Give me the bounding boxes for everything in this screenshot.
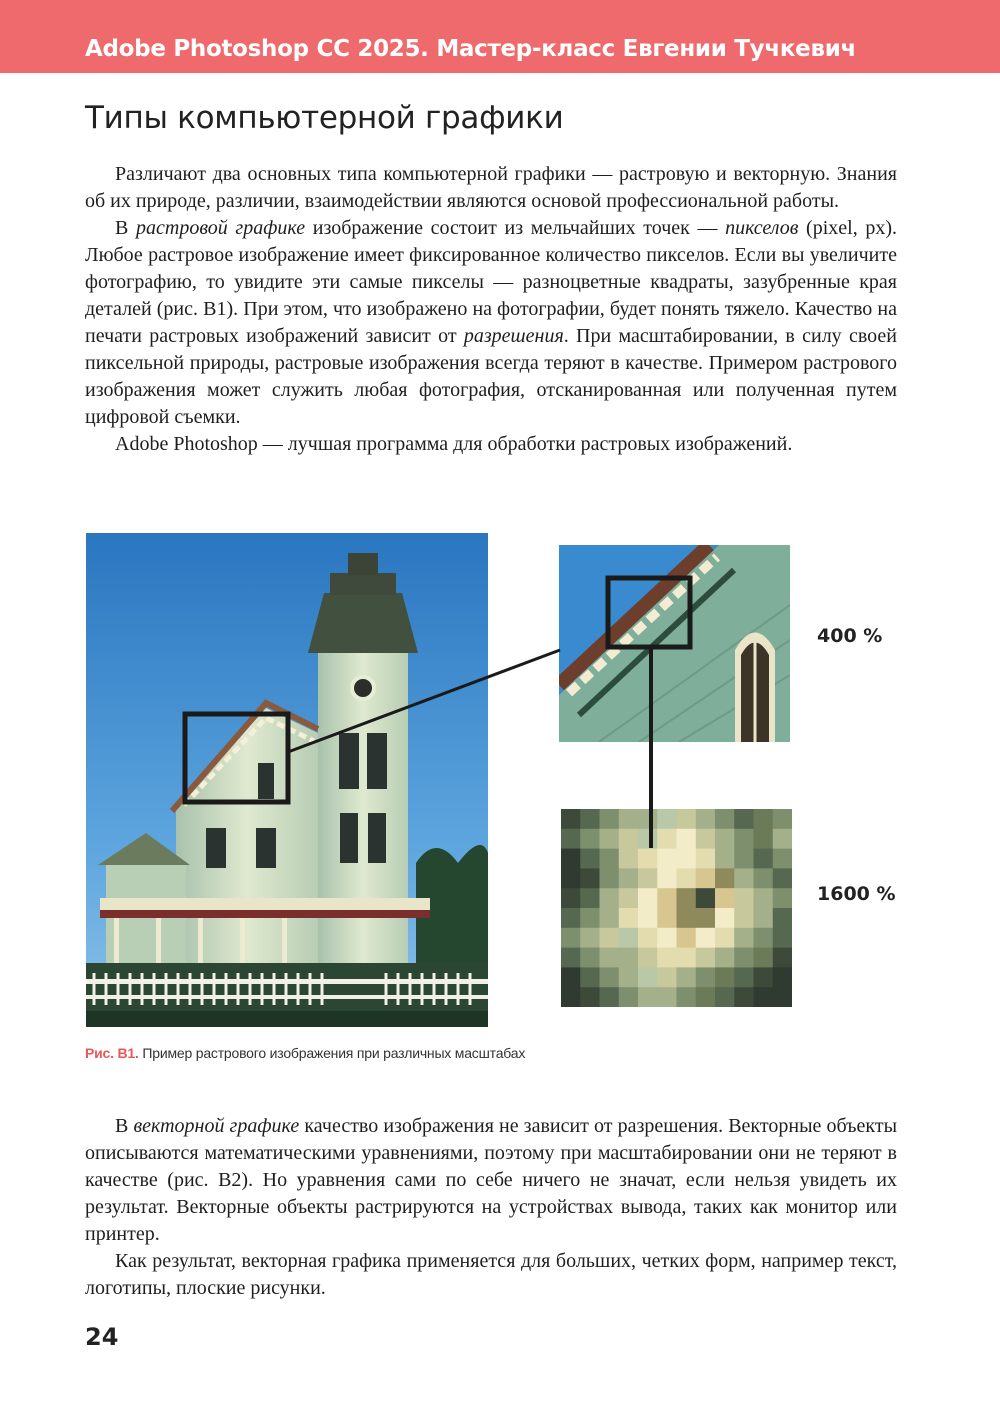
mosaic-pixel [619, 987, 639, 1007]
text-block-bottom [85, 1113, 897, 1302]
mosaic-pixel [754, 967, 774, 987]
mosaic-pixel [638, 928, 658, 948]
mosaic-pixel [715, 908, 735, 928]
text-run: В [115, 217, 136, 239]
mosaic-pixel [754, 948, 774, 968]
italic-term: растровой графике [136, 217, 306, 239]
italic-term: пикселов [725, 217, 799, 239]
mosaic-pixel [657, 908, 677, 928]
mosaic-pixel [715, 809, 735, 829]
mosaic-pixel [600, 888, 620, 908]
mosaic-pixel [696, 849, 716, 869]
mosaic-pixel [561, 967, 581, 987]
mosaic-pixel [657, 868, 677, 888]
figure-caption [85, 1045, 525, 1061]
zoom-400-image [559, 545, 790, 742]
mosaic-pixel [696, 987, 716, 1007]
mosaic-pixel [677, 809, 697, 829]
mosaic-pixel [638, 987, 658, 1007]
mosaic-pixel [696, 829, 716, 849]
mosaic-pixel [715, 888, 735, 908]
mosaic-pixel [715, 928, 735, 948]
caption-text: Пример растрового изображения при различных масштабах [138, 1045, 526, 1061]
mosaic-pixel [619, 849, 639, 869]
section-heading: Типы компьютерной графики [85, 100, 564, 136]
mosaic-pixel [734, 809, 754, 829]
mosaic-pixel [773, 809, 792, 829]
mosaic-pixel [754, 868, 774, 888]
mosaic-pixel [600, 948, 620, 968]
mosaic-pixel [754, 908, 774, 928]
mosaic-pixel [734, 928, 754, 948]
mosaic-pixel [619, 868, 639, 888]
mosaic-pixel [696, 967, 716, 987]
mosaic-pixel [773, 987, 792, 1007]
mosaic-pixel [561, 948, 581, 968]
mosaic-pixel [677, 908, 697, 928]
paragraph [85, 431, 897, 458]
mosaic-pixel [677, 888, 697, 908]
paragraph [85, 215, 897, 431]
mosaic-pixel [754, 809, 774, 829]
mosaic-pixel [734, 967, 754, 987]
text-block-top [85, 161, 897, 458]
mosaic-pixel [715, 868, 735, 888]
mosaic-pixel [657, 967, 677, 987]
mosaic-pixel [715, 987, 735, 1007]
mosaic-pixel [754, 829, 774, 849]
text-run: Как результат, векторная графика применяется для больших, четких форм, например текст, логотипы, плоские рисунки. [85, 1250, 897, 1299]
mosaic-pixel [600, 908, 620, 928]
mosaic-pixel [561, 868, 581, 888]
mosaic-pixel [734, 849, 754, 869]
zoom-label-400: 400 % [817, 625, 883, 647]
italic-term: разрешения [463, 325, 564, 347]
mosaic-pixel [638, 849, 658, 869]
mosaic-pixel [580, 888, 600, 908]
mosaic-pixel [773, 908, 792, 928]
house-photo [86, 533, 488, 1027]
mosaic-pixel [657, 928, 677, 948]
mosaic-pixel [696, 809, 716, 829]
mosaic-pixel [638, 868, 658, 888]
text-run: Различают два основных типа компьютерной графики — растровую и векторную. Знания об их природе, различии, взаимодействии являются основой профессиональной работы. [85, 163, 897, 212]
mosaic-pixel [561, 928, 581, 948]
text-run: изображение состоит из мельчайших точек — [305, 217, 726, 239]
mosaic-pixel [600, 809, 620, 829]
mosaic-pixel [734, 888, 754, 908]
mosaic-pixel [580, 948, 600, 968]
mosaic-pixel [734, 868, 754, 888]
mosaic-pixel [696, 868, 716, 888]
zoom-label-1600: 1600 % [817, 883, 896, 905]
mosaic-pixel [677, 829, 697, 849]
mosaic-pixel [657, 849, 677, 869]
mosaic-pixel [754, 849, 774, 869]
paragraph [85, 1248, 897, 1302]
italic-term: векторной графике [133, 1115, 300, 1137]
mosaic-pixel [580, 849, 600, 869]
mosaic-pixel [677, 849, 697, 869]
mosaic-pixel [580, 967, 600, 987]
mosaic-pixel [580, 908, 600, 928]
paragraph [85, 1113, 897, 1248]
mosaic-pixel [696, 908, 716, 928]
mosaic-pixel [657, 948, 677, 968]
mosaic-pixel [657, 987, 677, 1007]
mosaic-pixel [715, 967, 735, 987]
mosaic-pixel [619, 888, 639, 908]
mosaic-pixel [657, 888, 677, 908]
mosaic-pixel [715, 849, 735, 869]
text-run: качество изображения не зависит от разрешения. Векторные объекты описываются математическими уравнениями, поэтому при масштабировании они не теряют в качестве (рис. В2). Но уравнения сами по себе ничего не значат, если нельзя увидеть их результат. Векторные объекты растрируются на устройствах вывода, таких как монитор или принтер. [85, 1115, 897, 1245]
mosaic-pixel [561, 888, 581, 908]
mosaic-pixel [734, 987, 754, 1007]
mosaic-pixel [619, 967, 639, 987]
mosaic-pixel [677, 967, 697, 987]
mosaic-pixel [773, 829, 792, 849]
mosaic-pixel [619, 948, 639, 968]
paragraph [85, 161, 897, 215]
mosaic-pixel [619, 829, 639, 849]
zoom-1600-image [561, 809, 792, 1007]
mosaic-pixel [773, 948, 792, 968]
mosaic-pixel [600, 928, 620, 948]
mosaic-pixel [638, 967, 658, 987]
text-run: (pixel, px). Любое растровое изображение имеет фиксированное количество пикселов. Если вы увеличите фотографию, то увидите эти самые пикселы — разноцветные квадраты, зазубренные края деталей (рис. В1). При этом, что изображено на фотографии, будет понять тяжело. Качество на печати растровых изображений зависит от [85, 217, 897, 347]
mosaic-pixel [600, 967, 620, 987]
mosaic-pixel [754, 987, 774, 1007]
text-run: В [115, 1115, 134, 1137]
mosaic-pixel [638, 809, 658, 829]
mosaic-pixel [677, 948, 697, 968]
mosaic-pixel [696, 928, 716, 948]
mosaic-pixel [600, 868, 620, 888]
mosaic-pixel [561, 809, 581, 829]
mosaic-pixel [600, 829, 620, 849]
mosaic-pixel [561, 849, 581, 869]
mosaic-pixel [734, 908, 754, 928]
mosaic-pixel [638, 948, 658, 968]
mosaic-pixel [580, 868, 600, 888]
mosaic-pixel [734, 948, 754, 968]
mosaic-pixel [619, 809, 639, 829]
mosaic-pixel [619, 928, 639, 948]
mosaic-pixel [773, 888, 792, 908]
mosaic-pixel [677, 928, 697, 948]
text-run: . При масштабировании, в силу своей пиксельной природы, растровые изображения всегда теряют в качестве. Примером растрового изображения может служить любая фотография, отсканированная или полученная путем цифровой съемки. [85, 325, 897, 428]
mosaic-pixel [619, 908, 639, 928]
caption-number: Рис. В1. [85, 1045, 139, 1061]
mosaic-pixel [754, 928, 774, 948]
mosaic-pixel [580, 987, 600, 1007]
mosaic-pixel [696, 948, 716, 968]
mosaic-pixel [580, 809, 600, 829]
page-number: 24 [85, 1323, 119, 1351]
mosaic-pixel [715, 948, 735, 968]
mosaic-pixel [773, 868, 792, 888]
text-run: Adobe Photoshop — лучшая программа для обработки растровых изображений. [115, 433, 793, 455]
mosaic-pixel [600, 849, 620, 869]
mosaic-pixel [734, 829, 754, 849]
mosaic-pixel [754, 888, 774, 908]
mosaic-pixel [773, 849, 792, 869]
mosaic-pixel [561, 987, 581, 1007]
mosaic-pixel [638, 888, 658, 908]
mosaic-pixel [677, 987, 697, 1007]
mosaic-pixel [561, 908, 581, 928]
page-header [0, 0, 1000, 73]
mosaic-pixel [773, 928, 792, 948]
book-title: Adobe Photoshop CC 2025. Мастер-класс Евгении Тучкевич [85, 36, 857, 62]
mosaic-pixel [580, 928, 600, 948]
mosaic-pixel [657, 829, 677, 849]
mosaic-pixel [638, 908, 658, 928]
mosaic-pixel [600, 987, 620, 1007]
mosaic-pixel [657, 809, 677, 829]
mosaic-pixel [580, 829, 600, 849]
mosaic-pixel [677, 868, 697, 888]
mosaic-pixel [638, 829, 658, 849]
mosaic-pixel [773, 967, 792, 987]
mosaic-pixel [561, 829, 581, 849]
mosaic-pixel [696, 888, 716, 908]
mosaic-pixel [715, 829, 735, 849]
